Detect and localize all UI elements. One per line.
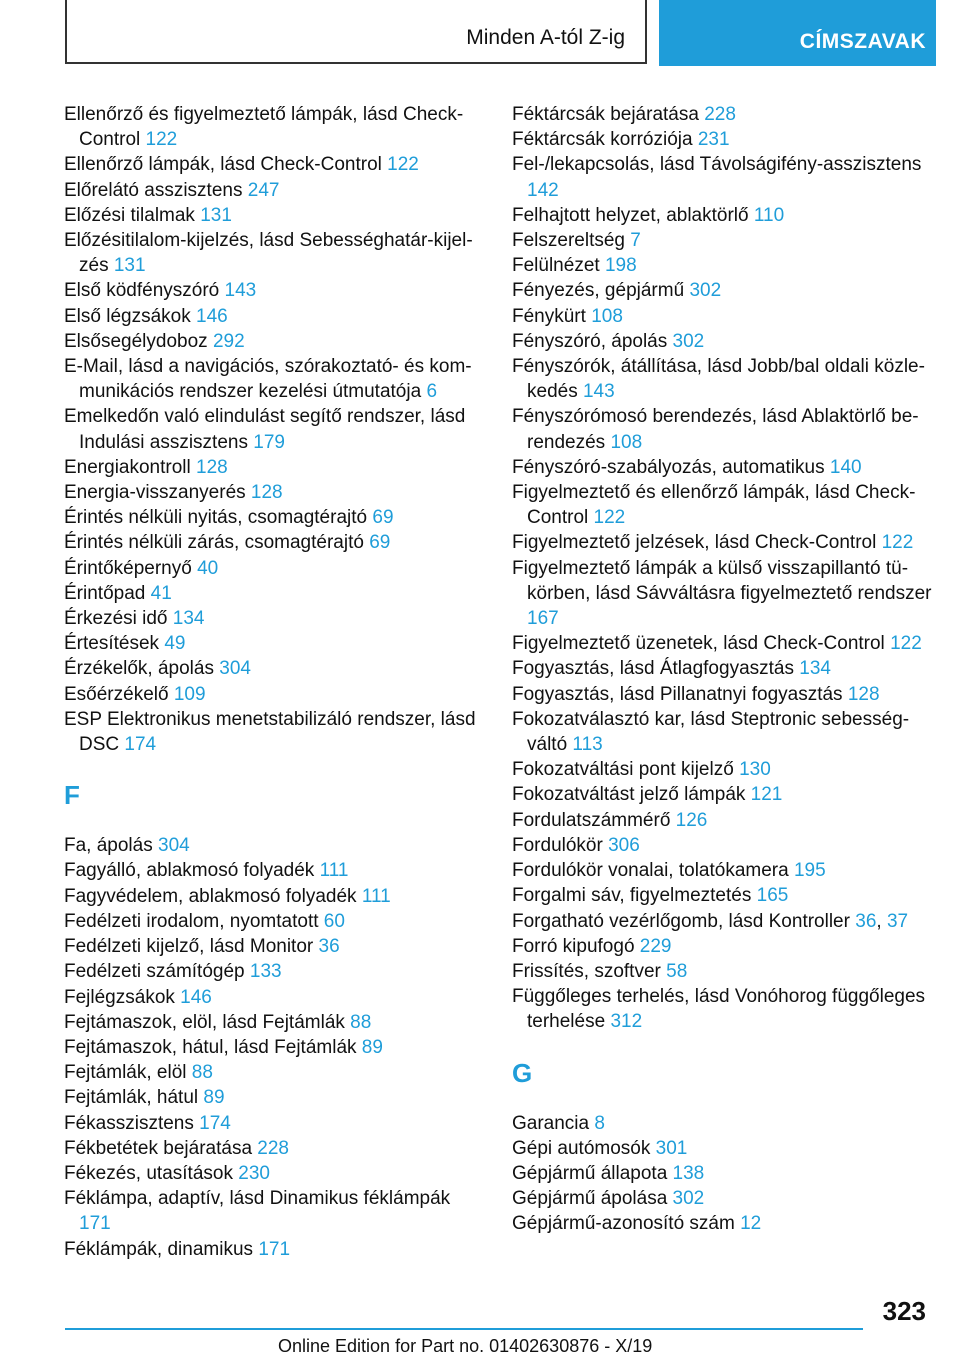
index-entry-text: Első ködfényszóró: [64, 280, 220, 302]
page-reference-link[interactable]: 128: [847, 683, 880, 705]
index-entry-text: Fékbetétek bejáratása: [64, 1137, 253, 1159]
index-entry-text: Fékezés, utasítások: [64, 1162, 233, 1184]
index-entry: Forgatható vezérlőgomb, lásd Kontroller 36, 37: [512, 910, 909, 932]
index-entry: [64, 934, 484, 959]
index-entry: [64, 1035, 484, 1060]
page-reference-link[interactable]: 111: [319, 860, 349, 882]
page-reference-link[interactable]: 131: [113, 255, 146, 277]
index-entry-text: Figyelmeztető és ellenőrző lámpák, lásd Check-Control: [512, 482, 916, 529]
page-reference-link[interactable]: 128: [250, 482, 283, 504]
index-entry: [512, 858, 932, 883]
index-entry: [512, 102, 932, 127]
index-entry-text: Fényszóró, ápolás: [512, 330, 668, 352]
index-entry: [64, 203, 484, 228]
page-reference-link[interactable]: 40: [197, 557, 219, 579]
page-reference-link[interactable]: 142: [527, 179, 559, 201]
page-reference-link[interactable]: 122: [145, 129, 178, 151]
index-entry-text: Forgatható vezérlőgomb, lásd Kontroller: [512, 910, 850, 932]
index-entry-text: Ellenőrző és figyelmeztető lámpák, lásd Check-Control: [64, 104, 464, 151]
page-reference-link[interactable]: 146: [196, 305, 228, 327]
page-reference-link[interactable]: 134: [172, 608, 205, 630]
index-entry-text: Fékasszisztens: [64, 1112, 194, 1134]
index-entry: [64, 909, 484, 934]
index-entry-text: Felszereltség: [512, 230, 625, 252]
index-entry-text: Fejtámlák, hátul: [64, 1087, 199, 1109]
page-reference-link[interactable]: 122: [881, 532, 914, 554]
index-entry-text: Féklámpa, adaptív, lásd Dinamikus féklámpák: [64, 1188, 451, 1210]
index-entry-text: Fényszórómosó berendezés, lásd Ablaktörlő berendezés: [512, 406, 919, 453]
page-reference-link[interactable]: 88: [191, 1062, 213, 1084]
index-entry: [64, 884, 484, 909]
category-title: CÍMSZAVAK: [799, 30, 926, 53]
index-entry: [512, 682, 932, 707]
index-entry: [512, 984, 932, 1034]
index-entry: [64, 228, 484, 278]
index-entry: [64, 1161, 484, 1186]
page-reference-link[interactable]: 138: [672, 1162, 705, 1184]
index-entry-text: Fel-/lekapcsolás, lásd Távolságifény-asszisztens: [512, 154, 922, 176]
page-reference-link[interactable]: 179: [253, 431, 285, 453]
index-entry-text: Első légzsákok: [64, 305, 191, 327]
page-reference-link[interactable]: 133: [249, 961, 282, 983]
page-reference-link[interactable]: 304: [219, 658, 251, 680]
index-entry: [64, 985, 484, 1010]
page-reference-link[interactable]: 247: [247, 179, 280, 201]
index-entry-text: Féktárcsák bejáratása: [512, 104, 699, 125]
index-entry-text: Fényezés, gépjármű: [512, 280, 685, 302]
index-entry: [64, 581, 484, 606]
page-reference-link[interactable]: 37: [886, 910, 909, 932]
index-entry: [64, 707, 484, 757]
page-reference-link[interactable]: 60: [323, 910, 345, 932]
index-entry: [64, 656, 484, 681]
index-entry-text: Garancia: [512, 1112, 590, 1134]
index-entry: [512, 833, 932, 858]
index-entry-text: Figyelmeztető lámpák a külső visszapillantó tükörben, lásd Sávváltásra figyelmeztető rendszer: [512, 557, 932, 604]
index-entry: [512, 1136, 932, 1161]
index-entry-text: Gépjármű-azonosító szám: [512, 1213, 735, 1235]
page-reference-link[interactable]: 49: [164, 633, 186, 655]
index-entry-text: Esőérzékelő: [64, 683, 169, 705]
index-entry: [64, 1186, 484, 1236]
page-reference-link[interactable]: 301: [655, 1137, 688, 1159]
page-reference-link[interactable]: 229: [639, 935, 672, 957]
index-entry: [512, 404, 932, 454]
page-reference-link[interactable]: 143: [582, 381, 615, 403]
page-reference-link[interactable]: 89: [361, 1036, 383, 1058]
index-entry: [64, 354, 484, 404]
index-entry-text: Fedélzeti számítógép: [64, 961, 245, 983]
index-entry-text: Érzékelők, ápolás: [64, 658, 214, 680]
index-entry-text: Figyelmeztető jelzések, lásd Check-Control: [512, 532, 877, 554]
index-entry-text: Fejtámlák, elöl: [64, 1062, 187, 1084]
index-entry-text: Fejtámaszok, elöl, lásd Fejtámlák: [64, 1011, 345, 1033]
page-reference-link[interactable]: 41: [150, 582, 172, 604]
page-reference-link[interactable]: 69: [369, 532, 391, 554]
index-entry: [64, 1136, 484, 1161]
page-reference-link[interactable]: 113: [572, 734, 603, 756]
index-entry: [512, 808, 932, 833]
index-entry: [512, 127, 932, 152]
footer-divider: [65, 1328, 863, 1330]
page-reference-link[interactable]: 304: [158, 835, 190, 857]
index-entry-text: Fokozatváltási pont kijelző: [512, 759, 734, 781]
index-entry-text: Fényszórók, átállítása, lásd Jobb/bal oldali közlekedés: [512, 356, 925, 403]
index-entry-text: Érintőképernyő: [64, 557, 192, 579]
page-reference-link[interactable]: 121: [750, 784, 783, 806]
index-entry: [512, 203, 932, 228]
index-entry-text: Felhajtott helyzet, ablaktörlő: [512, 204, 749, 226]
index-entry-text: Fokozatválasztó kar, lásd Steptronic sebességváltó: [512, 708, 910, 756]
index-entry-text: Fordulókör: [512, 834, 603, 856]
index-entry-text: Függőleges terhelés, lásd Vonóhorog függőleges terhelése: [512, 986, 926, 1033]
index-entry: [512, 228, 932, 253]
index-entry-text: Felülnézet: [512, 255, 600, 277]
page-reference-link[interactable]: 302: [672, 1188, 705, 1210]
index-entry-text: Gépjármű állapota: [512, 1162, 668, 1184]
page-reference-link[interactable]: 312: [610, 1011, 643, 1033]
page-reference-link[interactable]: 110: [753, 204, 785, 226]
index-entry-text: Fejlégzsákok: [64, 986, 175, 1008]
index-entry-text: Fényszóró-szabályozás, automatikus: [512, 456, 825, 478]
index-entry: [64, 102, 484, 152]
index-entry-text: Fedélzeti irodalom, nyomtatott: [64, 910, 319, 932]
index-entry: [512, 304, 932, 329]
index-entry: [64, 631, 484, 656]
index-entry-text: Fokozatváltást jelző lámpák: [512, 784, 746, 806]
index-entry-text: Előrelátó asszisztens: [64, 179, 243, 201]
index-entry-text: Előzésitilalom-kijelzés, lásd Sebességhatár-kijelzés: [64, 230, 473, 277]
page-reference-link[interactable]: 306: [608, 834, 640, 856]
index-entry-text: Értesítések: [64, 633, 160, 655]
page-reference-link[interactable]: 122: [890, 633, 922, 655]
index-entry: [64, 682, 484, 707]
index-entry-text: Forgalmi sáv, figyelmeztetés: [512, 885, 752, 907]
index-entry-text: Érkezési idő: [64, 608, 168, 630]
index-entry-text: Érintés nélküli nyitás, csomagtérajtó: [64, 507, 368, 529]
index-entry: [64, 530, 484, 555]
index-entry: [64, 329, 484, 354]
index-entry-text: Féktárcsák korróziója: [512, 129, 693, 151]
index-entry: [64, 833, 484, 858]
index-entry: [512, 329, 932, 354]
page-reference-link[interactable]: 111: [361, 885, 391, 907]
page-reference-link[interactable]: 122: [387, 154, 419, 176]
page-reference-link[interactable]: 131: [200, 204, 232, 226]
page-reference-link[interactable]: 165: [756, 885, 789, 907]
index-entry-text: Energiakontroll: [64, 456, 191, 478]
index-entry-text: Fénykürt: [512, 305, 586, 327]
page-reference-link[interactable]: 58: [666, 960, 688, 982]
page-reference-link[interactable]: 174: [124, 734, 157, 756]
index-entry: [64, 1060, 484, 1085]
index-entry: [64, 304, 484, 329]
index-entry: [64, 480, 484, 505]
page-reference-link[interactable]: 292: [212, 330, 245, 352]
index-entry-text: Előzési tilalmak: [64, 204, 195, 226]
page-header: [65, 0, 936, 66]
index-entry-text: Forró kipufogó: [512, 935, 635, 957]
page-reference-link[interactable]: 230: [238, 1162, 270, 1184]
index-entry: [512, 152, 932, 202]
index-entry: [64, 606, 484, 631]
index-entry: [512, 883, 932, 908]
index-entry: [64, 505, 484, 530]
index-entry: [512, 757, 932, 782]
index-entry: [512, 354, 932, 404]
index-entry: [512, 253, 932, 278]
index-entry: [512, 1211, 932, 1236]
page-reference-link[interactable]: 146: [180, 986, 212, 1008]
page-reference-link[interactable]: 69: [372, 507, 394, 529]
index-entry-text: Ellenőrző lámpák, lásd Check-Control: [64, 154, 382, 176]
page-reference-link[interactable]: 302: [672, 330, 705, 352]
index-entry: [64, 858, 484, 883]
index-entry: [64, 959, 484, 984]
page-reference-link[interactable]: 88: [350, 1011, 372, 1033]
index-column-left: [64, 102, 484, 1262]
page-reference-link[interactable]: 36: [855, 910, 877, 932]
index-entry-text: Fordulatszámmérő: [512, 809, 671, 831]
page-reference-link[interactable]: 89: [203, 1087, 225, 1109]
index-entry: [512, 556, 932, 632]
index-entry: [64, 1085, 484, 1110]
page-reference-link[interactable]: 195: [793, 860, 826, 882]
index-entry: [512, 455, 932, 480]
index-entry: [512, 959, 932, 984]
index-entry-text: Fogyasztás, lásd Pillanatnyi fogyasztás: [512, 683, 843, 705]
index-entry: [512, 480, 932, 530]
index-letter-heading: F: [64, 780, 80, 811]
index-entry: [512, 530, 932, 555]
index-entry: [512, 1186, 932, 1211]
page-reference-link[interactable]: 140: [829, 456, 862, 478]
index-entry: [64, 278, 484, 303]
index-entry-text: Elsősegélydoboz: [64, 330, 208, 352]
index-entry: [512, 782, 932, 807]
index-entry-text: Fejtámaszok, hátul, lásd Fejtámlák: [64, 1036, 357, 1058]
index-entry-text: Fa, ápolás: [64, 835, 153, 857]
index-entry-text: Fedélzeti kijelző, lásd Monitor: [64, 936, 314, 958]
page-reference-link[interactable]: 7: [630, 230, 641, 252]
index-entry: [64, 455, 484, 480]
page-reference-link[interactable]: 198: [604, 255, 637, 277]
index-entry-text: Gépjármű ápolása: [512, 1188, 668, 1210]
page-reference-link[interactable]: 12: [740, 1213, 762, 1235]
index-entry-text: Féklámpák, dinamikus: [64, 1238, 254, 1260]
index-entry-text: Energia-visszanyerés: [64, 482, 246, 504]
index-entry: [64, 152, 484, 177]
page-reference-link[interactable]: 171: [258, 1238, 291, 1260]
index-entry: [64, 1111, 484, 1136]
index-entry-text: Fogyasztás, lásd Átlagfogyasztás: [512, 658, 794, 680]
index-entry: [64, 1237, 484, 1262]
index-entry: [512, 656, 932, 681]
index-entry-text: Frissítés, szoftver: [512, 960, 661, 982]
page-reference-link[interactable]: 228: [704, 104, 736, 125]
index-entry: [512, 934, 932, 959]
index-entry-text: Érintés nélküli zárás, csomagtérajtó: [64, 532, 364, 554]
page-reference-link[interactable]: 122: [593, 507, 626, 529]
page-reference-link[interactable]: 302: [689, 280, 722, 302]
index-entry: [512, 1161, 932, 1186]
page-reference-link[interactable]: 128: [196, 456, 228, 478]
section-title: Minden A-tól Z-ig: [466, 26, 625, 49]
page-number: 323: [882, 1296, 926, 1326]
index-entry: [64, 404, 484, 454]
page-reference-link[interactable]: 126: [675, 809, 708, 831]
index-entry-text: Érintőpad: [64, 582, 146, 604]
page-reference-link[interactable]: 108: [610, 431, 643, 453]
page-reference-link[interactable]: 130: [739, 759, 771, 781]
page-reference-link[interactable]: 36: [318, 936, 340, 958]
page-reference-link[interactable]: 228: [257, 1137, 289, 1159]
category-tab[interactable]: [659, 0, 936, 66]
index-entry: [512, 631, 932, 656]
index-entry-text: E-Mail, lásd a navigációs, szórakoztató- és kommunikációs rendszer kezelési útmutatója: [64, 356, 472, 403]
page-reference-link[interactable]: 134: [799, 658, 831, 680]
index-entry-text: Emelkedőn való elindulást segítő rendszer, lásd Indulási asszisztens: [64, 406, 466, 453]
page-reference-link[interactable]: 174: [199, 1112, 231, 1134]
index-entry: [64, 556, 484, 581]
index-entry: [512, 707, 932, 757]
index-entry-text: Gépi autómosók: [512, 1137, 651, 1159]
index-entry: [512, 278, 932, 303]
index-entry-text: Fagyálló, ablakmosó folyadék: [64, 860, 315, 882]
index-entry-text: Fagyvédelem, ablakmosó folyadék: [64, 885, 357, 907]
page-reference-link[interactable]: 108: [591, 305, 623, 327]
index-entry: [64, 1010, 484, 1035]
index-letter-heading: G: [512, 1057, 533, 1088]
index-entry: [64, 178, 484, 203]
page-reference-link[interactable]: 109: [173, 683, 206, 705]
index-entry-text: Fordulókör vonalai, tolatókamera: [512, 860, 789, 882]
index-entry: [512, 1111, 932, 1136]
index-entry-text: Figyelmeztető üzenetek, lásd Check-Control: [512, 633, 885, 655]
page-reference-link[interactable]: 171: [79, 1213, 111, 1235]
page-reference-link[interactable]: 231: [697, 129, 730, 151]
page-reference-link[interactable]: 167: [527, 608, 559, 630]
section-tab: [65, 0, 647, 64]
footer-edition: Online Edition for Part no. 01402630876 - X/19: [278, 1336, 653, 1356]
index-column-right: [512, 102, 932, 1237]
page-reference-link[interactable]: 143: [224, 280, 257, 302]
page-reference-link[interactable]: 8: [594, 1112, 605, 1134]
index-entry-text: ESP Elektronikus menetstabilizáló rendszer, lásd DSC: [64, 708, 476, 756]
page-reference-link[interactable]: 6: [426, 381, 438, 403]
